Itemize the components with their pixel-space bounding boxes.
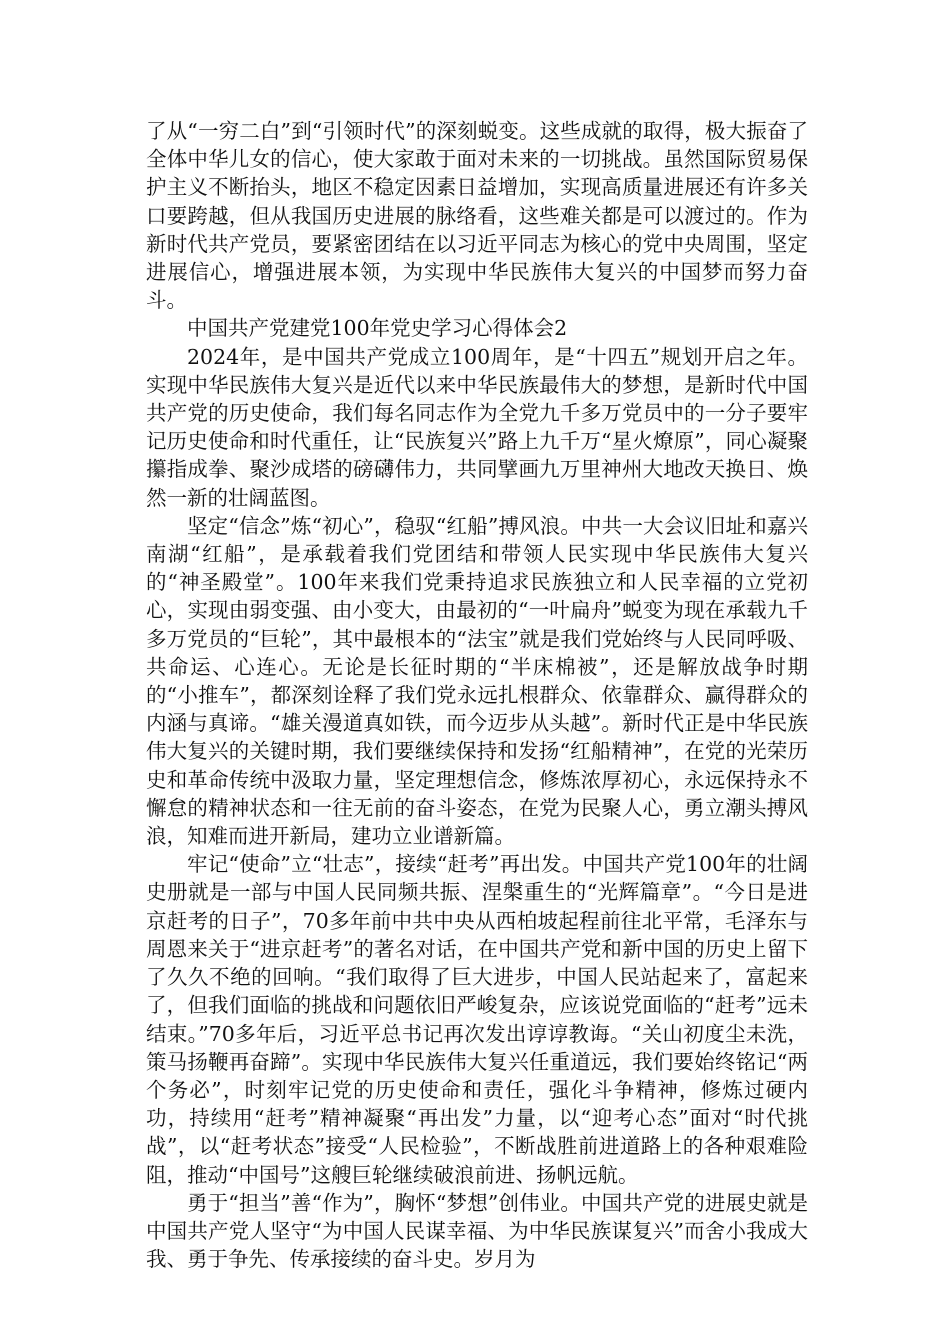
paragraph-mission: 牢记“使命”立“壮志”，接续“赶考”再出发。中国共产党100年的壮阔史册就是一部与中国人民同频共振、涅槃重生的“光辉篇章”。“今日是进京赶考的日子”，70多年前中共中央从西柏坡起程前往北平常，毛泽东与周恩来关于“进京赶考”的著名对话，在中国共产党和新中国的历史上留下了久久不绝的回响。“我们取得了巨大进步，中国人民站起来了，富起来了，但我们面临的挑战和问题依旧严峻复杂，应该说党面临的“赶考”远未结束。”70多年后，习近平总书记再次发出谆谆教诲。“关山初度尘未洗，策马扬鞭再奋蹄”。实现中华民族伟大复兴任重道远，我们要始终铭记“两个务必”，时刻牢记党的历史使命和责任，强化斗争精神，修炼过硬内功，持续用“赶考”精神凝聚“再出发”力量，以“迎考心态”面对“时代挑战”，以“赶考状态”接受“人民检验”，不断战胜前进道路上的各种艰难险阻，推动“中国号”这艘巨轮继续破浪前进、扬帆远航。 <box>146 852 808 1187</box>
paragraph-responsibility: 勇于“担当”善“作为”，胸怀“梦想”创伟业。中国共产党的进展史就是中国共产党人坚守“为中国人民谋幸福、为中华民族谋复兴”而舍小我成大我、勇于争先、传承接续的奋斗史。岁月为 <box>146 1190 808 1272</box>
document-page <box>146 117 808 1273</box>
paragraph-belief: 坚定“信念”炼“初心”，稳驭“红船”搏风浪。中共一大会议旧址和嘉兴南湖“红船”，是承载着我们党团结和带领人民实现中华民族伟大复兴的“神圣殿堂”。100年来我们党秉持追求民族独立和人民幸福的立党初心，实现由弱变强、由小变大，由最初的“一叶扁舟”蜕变为现在承载九千多万党员的“巨轮”，其中最根本的“法宝”就是我们党始终与人民同呼吸、共命运、心连心。无论是长征时期的“半床棉被”，还是解放战争时期的“小推车”，都深刻诠释了我们党永远扎根群众、依靠群众、赢得群众的内涵与真谛。“雄关漫道真如铁，而今迈步从头越”。新时代正是中华民族伟大复兴的关键时期，我们要继续保持和发扬“红船精神”，在党的光荣历史和革命传统中汲取力量，坚定理想信念，修炼浓厚初心，永远保持永不懈怠的精神状态和一往无前的奋斗姿态，在党为民聚人心，勇立潮头搏风浪，知难而进开新局，建功立业谱新篇。 <box>146 513 808 849</box>
section-heading: 中国共产党建党100年党史学习心得体会2 <box>187 316 568 341</box>
paragraph-continuation: 了从“一穷二白”到“引领时代”的深刻蜕变。这些成就的取得，极大振奋了全体中华儿女的信心，使大家敢于面对未来的一切挑战。虽然国际贸易保护主义不断抬头，地区不稳定因素日益增加，实现高质量进展还有许多关口要跨越，但从我国历史进展的脉络看，这些难关都是可以渡过的。作为新时代共产党员，要紧密团结在以习近平同志为核心的党中央周围，坚定进展信心，增强进展本领，为实现中华民族伟大复兴的中国梦而努力奋斗。 <box>146 119 808 313</box>
paragraph-intro: 2024年，是中国共产党成立100周年，是“十四五”规划开启之年。实现中华民族伟大复兴是近代以来中华民族最伟大的梦想，是新时代中国共产党的历史使命，我们每名同志作为全党九千多万党员中的一分子要牢记历史使命和时代重任，让“民族复兴”路上九千万“星火燎原”，同心凝聚攥指成拳、聚沙成塔的磅礴伟力，共同擘画九万里神州大地改天换日、焕然一新的壮阔蓝图。 <box>146 344 808 510</box>
